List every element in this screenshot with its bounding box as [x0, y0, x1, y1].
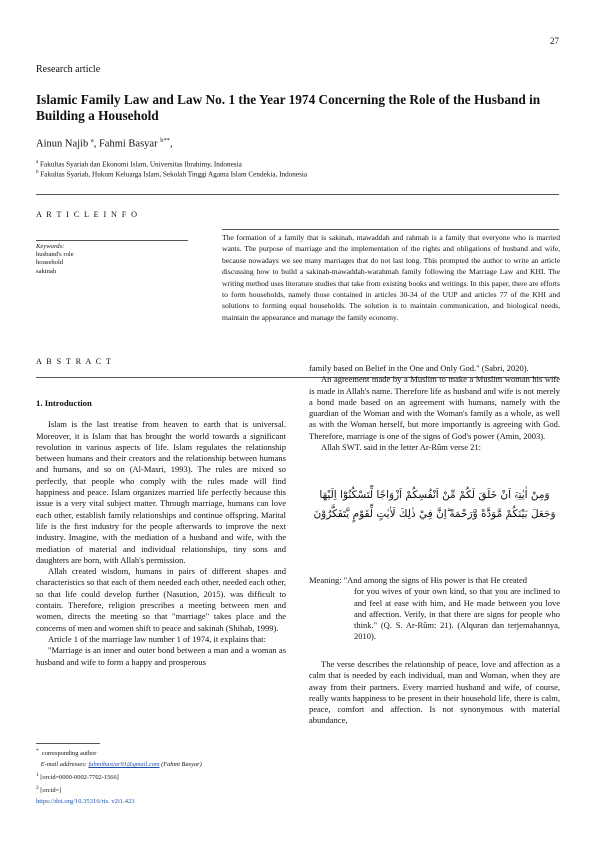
keyword: sakinah — [36, 267, 57, 275]
author-sup: a — [90, 137, 94, 144]
article-info-label: A R T I C L E I N F O — [36, 210, 139, 219]
corresponding-note: corresponding author — [41, 750, 97, 758]
paragraph: Allah created wisdom, humans in pairs of different shapes and characteristics so that each of them needed each other, needed each other, so that life could develop further (Nasution, 2015). was difficult to contain. Therefore, religion prescribes a meeting between men and women, directs the meeting so that "marriage" takes place and the concerns of men and women shift to peace and sakinah (Shihab, 1999). — [36, 566, 286, 633]
column-right — [309, 363, 560, 453]
paragraph: Article 1 of the marriage law number 1 of 1974, it explains that: — [48, 633, 266, 644]
arabic-verse: وَمِنْ اٰيٰتِهٖٓ اَنْ خَلَقَ لَكُمْ مِّنْ اَنْفُسِكُمْ اَزْوَاجًا لِّتَسْكُنُوْٓا اِلَيْهَا وَجَعَلَ بَيْنَكُمْ مَّوَدَّةً وَّرَحْمَةً ۗاِنَّ فِيْ ذٰلِكَ لَاٰيٰتٍ لِّقَوْمٍ يَّتَفَكَّرُوْنَ — [313, 489, 556, 520]
section-heading: 1. Introduction — [36, 398, 92, 408]
keywords-box — [36, 243, 74, 276]
verse-meaning — [309, 575, 560, 643]
paragraph: Islam is the last treatise from heaven to earth that is universal. Moreover, it is Islam that has brought the world towards a significant revolution in various aspects of life. Islam regulates the relationship between humans and their creators and the relationship between humans and humans, and so on (Al-Masri, 1993). The rules are mixed so perfectly, that people who comply with the rules made will find happiness and peace. Islam organizes married life perfectly because this issue is a very vital subject matter. Through marriage, humans can love each other, establish family relationships and continue offspring. Marital life is the first industry for the people afterwards to improve the next industry. Imagine, with the mediation of a husband and wife, with the mediation of material and individual relationships, tiny sons and daughters are born, with Allah's permission. — [36, 419, 286, 565]
orcid-1: [orcid=0000-0002-7702-1566] — [40, 774, 119, 782]
email-label: E-mail addresses: — [40, 761, 87, 769]
paragraph: The verse describes the relationship of peace, love and affection as a calm that is needed by each individual, man and Woman, when they are away from their partners. Every married husband and wife, of course, really wants happiness to be present in their household life, there is calm, peace, comfort and affection. Is not synonymous with material abundance, — [309, 659, 560, 726]
footnote-rule — [36, 743, 100, 744]
paragraph: Allah SWT. said in the letter Ar-Rûm verse 21: — [321, 442, 481, 453]
author-line: Ainun Najib $^a$, Fahmi Basyar $^{b**}$, — [36, 137, 173, 150]
divider — [36, 194, 559, 195]
abstract-label: A B S T R A C T — [36, 357, 113, 366]
paragraph: An agreement made by a Muslim to make a Muslim woman his wife is made in Allah's name. Therefore life as husband and wife is not merely a bond made based on an agreement with humans, namely with the guardian of the Woman and with the Woman's family as a whole, as well as with the Woman herself, but more importantly is agreeing with God. Therefore, marriage is one of the signs of God's power (Amin, 2003). — [309, 374, 560, 441]
keyword: household — [36, 259, 64, 267]
affiliation-text: Fakultas Syariah, Hukum Keluarga Islam, Sekolah Tinggi Agama Islam Cendekia, Indonesia — [40, 170, 308, 179]
paragraph: family based on Belief in the One and Only God." (Sabri, 2020). — [309, 363, 529, 373]
abstract-text: The formation of a family that is sakinah, mawaddah and rahmah is a family that everyone who is married wants. The purpose of marriage and the implementation of the rights and obligations of husband and wife, because nowadays we see many marriages that do not last long. This prompted the author to write an article discussing how to build a sakinah-mawaddah-warahmah family following the Marriage Law and KHI. The writing method uses literature studies that take from existing books and writings. In this paper, there are efforts to form households, namely those contained in articles 30-34 of the UUP and articles 77 of the KHI and solutions to forming equal households. The solution is to maintain communication, and biological needs, maintain the appearance and manage the family economy. — [222, 233, 560, 322]
email-owner: (Fahmi Basyar) — [161, 761, 202, 769]
abstract-rule — [222, 229, 559, 230]
author-name: Fahmi Basyar — [98, 138, 158, 150]
footnotes: * corresponding author E-mail addresses: fahmibasyar91@gmail.com (Fahmi Basyar) $^1$ [orcid=0000-0002-7702-1566] $^2$ [orcid=] — [36, 748, 202, 795]
affiliation-sup: a — [36, 160, 39, 165]
email-link[interactable]: fahmibasyar91@gmail.com — [88, 761, 160, 769]
author-sup: b** — [160, 137, 170, 144]
meaning-label: Meaning: — [309, 575, 342, 585]
page-number: 27 — [550, 36, 559, 46]
affiliation — [36, 170, 307, 178]
doi-link[interactable]: https://doi.org/10.35316/ris. v2i1.423 — [36, 798, 135, 805]
orcid-2: [orcid=] — [40, 787, 62, 795]
paragraph: "Marriage is an inner and outer bond between a man and a woman as husband and wife to form a happy and prosperous — [36, 645, 286, 667]
affiliation — [36, 160, 242, 168]
meaning-first-line: "And among the signs of His power is that He created — [343, 575, 528, 585]
keywords-rule — [36, 240, 188, 241]
keywords-label: Keywords: — [36, 243, 65, 250]
keyword: husband's role — [36, 251, 74, 259]
affiliation-text: Fakultas Syariah dan Ekonomi Islam, Universitas Ibrahimy, Indonesia — [40, 160, 242, 169]
author-name: Ainun Najib — [36, 138, 89, 150]
article-type: Research article — [36, 64, 101, 75]
affiliation-sup: b — [36, 170, 39, 175]
column-right-continued — [309, 659, 560, 727]
paper-title: Islamic Family Law and Law No. 1 the Year 1974 Concerning the Role of the Husband in Building a Household — [36, 92, 541, 123]
meaning-text: for you wives of your own kind, so that you are inclined to and feel at ease with him, and He made between you love and affection. Verily, in that there are signs for people who think." (Q. S. Ar-Rûm: 21). (Alquran dan terjemahannya, 2010). — [354, 586, 560, 642]
column-left — [36, 398, 286, 668]
